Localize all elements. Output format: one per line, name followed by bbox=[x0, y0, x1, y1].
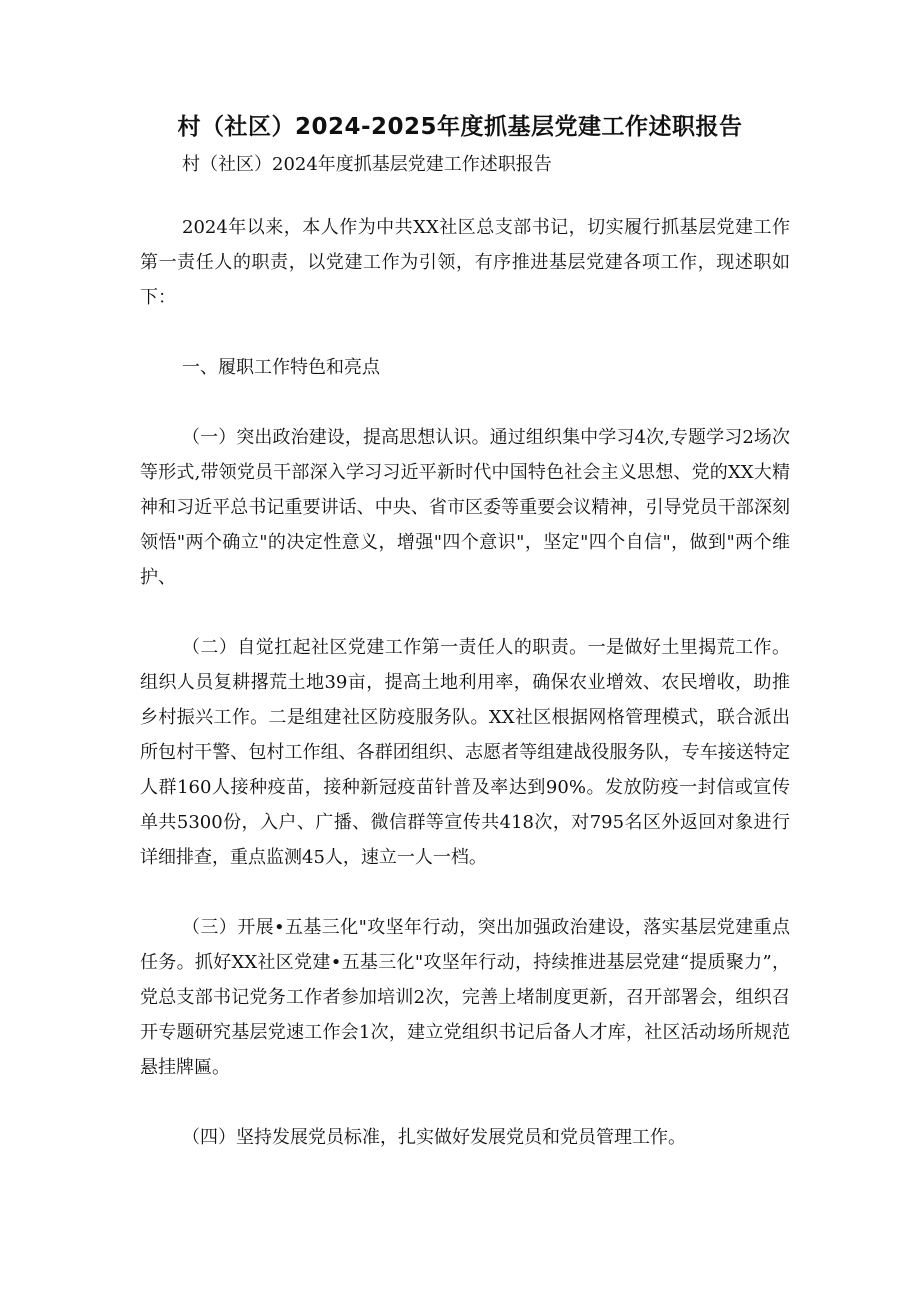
body-paragraph: （一）突出政治建设，提高思想认识。通过组织集中学习4次,专题学习2场次等形式,带领党员干部深入学习习近平新时代中国特色社会主义思想、党的XX大精神和习近平总书记重要讲话、中央、省市区委等重要会议精神，引导党员干部深刻领悟"两个确立"的决定性意义，增强"四个意识"，坚定"四个自信"，做到"两个维护、 bbox=[140, 427, 790, 588]
document-subtitle: 村（社区）2024年度抓基层党建工作述职报告 bbox=[182, 154, 552, 175]
body-paragraph: （四）坚持发展党员标准，扎实做好发展党员和党员管理工作。 bbox=[182, 1127, 686, 1148]
body-paragraph: （三）开展•五基三化"攻坚年行动，突出加强政治建设，落实基层党建重点任务。抓好XX社区党建•五基三化"攻坚年行动，持续推进基层党建“提质聚力”，党总支部书记党务工作者参加培训2次，完善上堵制度更新，召开部署会，组织召开专题研究基层党速工作会1次，建立党组织书记后备人才库，社区活动场所规范悬挂牌匾。 bbox=[140, 917, 790, 1078]
body-paragraph: （二）自觉扛起社区党建工作第一责任人的职责。一是做好土里揭荒工作。组织人员复耕撂荒土地39亩，提高土地利用率，确保农业增效、农民增收，助推乡村振兴工作。二是组建社区防疫服务队。XX社区根据网格管理模式，联合派出所包村干警、包村工作组、各群团组织、志愿者等组建战役服务队，专车接送特定人群160人接种疫苗，接种新冠疫苗针普及率达到90%。发放防疫一封信或宣传单共5300份，入户、广播、微信群等宣传共418次，对795名区外返回对象进行详细排查，重点监测45人，速立一人一档。 bbox=[140, 637, 790, 868]
intro-paragraph: 2024年以来，本人作为中共XX社区总支部书记，切实履行抓基层党建工作第一责任人的职责，以党建工作为引领，有序推进基层党建各项工作，现述职如下： bbox=[140, 217, 790, 308]
document-body bbox=[140, 210, 790, 1190]
document-title: 村（社区）2024-2025年度抓基层党建工作述职报告 bbox=[177, 114, 743, 140]
section-heading: 一、履职工作特色和亮点 bbox=[182, 357, 380, 378]
